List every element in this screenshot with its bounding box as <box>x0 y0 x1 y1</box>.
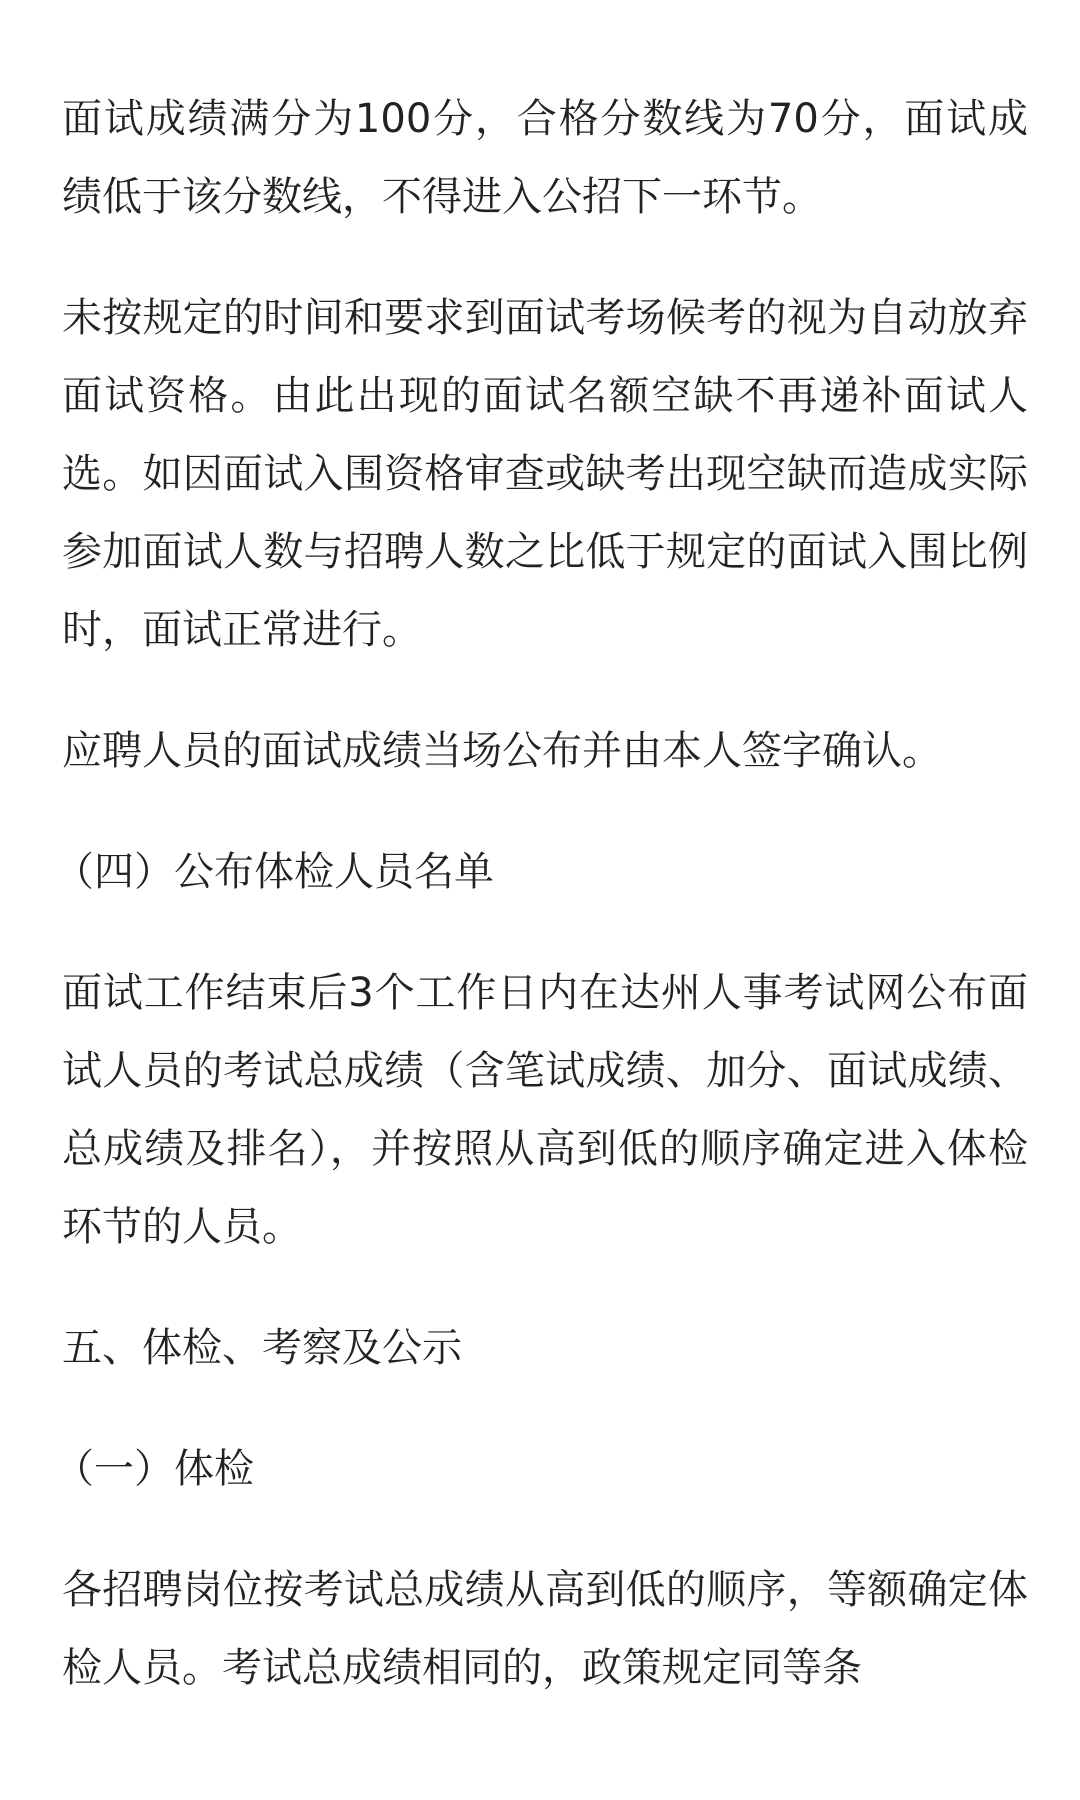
paragraph-absence-rule: 未按规定的时间和要求到面试考场候考的视为自动放弃面试资格。由此出现的面试名额空缺不再递补面试人选。如因面试入围资格审查或缺考出现空缺而造成实际参加面试人数与招聘人数之比低于规定的面试入围比例时，面试正常进行。 <box>62 295 1028 653</box>
section-heading-medical-list: （四）公布体检人员名单 <box>54 849 494 895</box>
article-body <box>54 80 1028 1750</box>
paragraph-score-confirmation: 应聘人员的面试成绩当场公布并由本人签字确认。 <box>62 728 942 774</box>
subsection-heading-medical-exam: （一）体检 <box>54 1446 254 1492</box>
paragraph-interview-score: 面试成绩满分为100分，合格分数线为70分，面试成绩低于该分数线，不得进入公招下一环节。 <box>62 96 1028 220</box>
paragraph-medical-selection: 各招聘岗位按考试总成绩从高到低的顺序，等额确定体检人员。考试总成绩相同的，政策规定同等条 <box>62 1567 1028 1691</box>
section-heading-medical-inspection-publicity: 五、体检、考察及公示 <box>62 1325 462 1371</box>
paragraph-publish-results: 面试工作结束后3个工作日内在达州人事考试网公布面试人员的考试总成绩（含笔试成绩、加分、面试成绩、总成绩及排名），并按照从高到低的顺序确定进入体检环节的人员。 <box>62 970 1028 1250</box>
